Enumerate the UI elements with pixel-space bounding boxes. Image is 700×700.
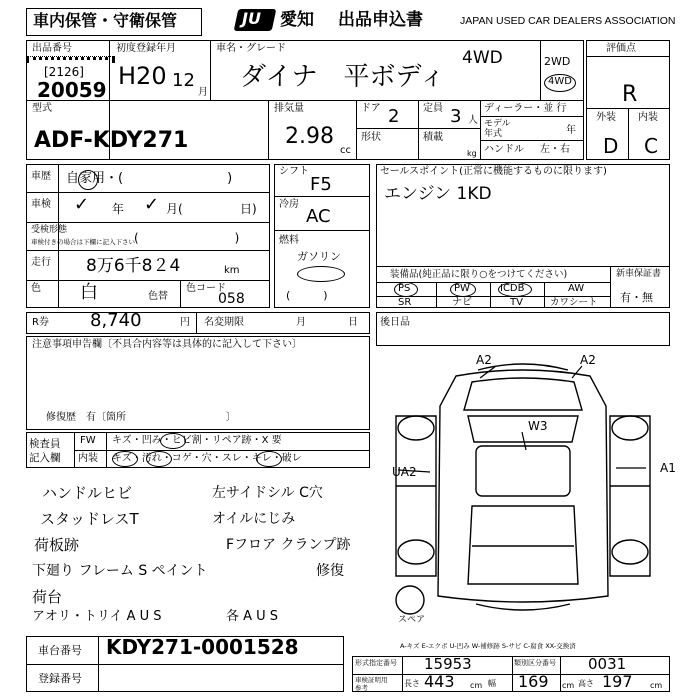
note-line-4: 下廻り フレーム S ペイント xyxy=(32,563,208,579)
newcar-value: 有・無 xyxy=(620,291,653,304)
width-label: 幅 xyxy=(488,679,496,688)
mark-ua2: UA2 xyxy=(392,465,417,479)
doors-label: ドア xyxy=(361,103,381,114)
len-unit: cm xyxy=(470,681,483,690)
repair-label: 修復歴 有〔箇所 〕 xyxy=(46,412,236,423)
disp-unit: cc xyxy=(340,145,351,156)
lot-label: 出品番号 xyxy=(32,43,72,54)
note-line-2: スタッドレスT xyxy=(40,510,139,528)
year-unit: 年 xyxy=(566,125,576,136)
mileage-value: 8万6千8２4 xyxy=(86,256,181,276)
drive-2wd: 2WD xyxy=(544,55,571,68)
wheel-fl xyxy=(398,416,434,440)
lot-number: 20059 xyxy=(37,78,107,102)
equip-navi: ナビ xyxy=(452,297,472,308)
ac-value: AC xyxy=(306,206,331,227)
int-insp-label: 内装 xyxy=(78,453,98,464)
equip-leather: カワシート xyxy=(550,297,598,308)
inspector-label: 検査員 記入欄 xyxy=(29,438,61,464)
selling-value: エンジン 1KD xyxy=(384,184,492,204)
reg-month-unit: 月 xyxy=(198,87,208,98)
note-line-11: 各 A U S xyxy=(226,609,279,624)
color-code-value: 058 xyxy=(218,291,245,307)
hist-circle xyxy=(78,170,98,190)
disp-value: 2.98 xyxy=(285,124,334,149)
inspect-day: 日) xyxy=(240,202,257,216)
grade-label: 評価点 xyxy=(606,43,636,54)
recv-sub: 車検付きの場合は下欄に記入下さい xyxy=(31,238,135,246)
doc-title: 出品申込書 xyxy=(338,10,423,30)
wheel-rr xyxy=(612,540,648,564)
fw-label: FW xyxy=(80,435,96,446)
handle-opts: 左・右 xyxy=(540,144,570,155)
reg-year: H20 xyxy=(118,62,167,90)
recv-paren: ( ) xyxy=(134,231,240,245)
association-name: JAPAN USED CAR DEALERS ASSOCIATION xyxy=(460,15,676,27)
inspect-month: 月( xyxy=(166,202,183,216)
equip-tv: TV xyxy=(510,297,523,308)
drive-4wd: 4WD xyxy=(548,76,572,87)
disp-label: 排気量 xyxy=(274,103,304,114)
cap-label: 定員 xyxy=(423,103,443,114)
mark-a2-right: A2 xyxy=(580,353,596,367)
rear-bumper xyxy=(476,604,570,610)
shape-label: 形状 xyxy=(361,132,381,143)
inspect-year-mark: ✓ xyxy=(74,194,90,215)
equip-icdb-circle xyxy=(498,282,532,297)
height-label: 高さ xyxy=(578,679,594,688)
rear-items-frame xyxy=(376,312,670,346)
equip-ps: PS xyxy=(398,283,411,294)
selling-label: セールスポイント(正常に機能するものに限ります) xyxy=(380,166,607,177)
class-label: 類別区分番号 xyxy=(514,659,556,667)
int-circle-2 xyxy=(146,451,172,467)
recycle-value: 8,740 xyxy=(90,310,142,331)
equip-pw: PW xyxy=(454,283,470,294)
fuel-label: 燃料 xyxy=(279,235,299,246)
color-value: 白 xyxy=(80,282,98,303)
cert-label: 車検証明用 参考 xyxy=(355,676,388,692)
len-label: 長さ xyxy=(404,679,420,688)
len-value: 443 xyxy=(424,672,455,691)
ext-value: D xyxy=(603,134,619,158)
mileage-unit: km xyxy=(224,265,240,276)
int-circle-1 xyxy=(112,451,138,467)
recycle-unit: 円 xyxy=(180,317,190,328)
note-line-10: 修復 xyxy=(316,563,344,579)
cap-value: 3 xyxy=(450,106,462,127)
chassis-label: 車台番号 xyxy=(38,644,82,657)
damage-legend: A-キズ E-エクボ U-凹み W-補修跡 S-サビ C-腐食 XX-交換済 xyxy=(400,642,576,650)
recv-label: 受検形態 xyxy=(31,225,68,235)
inspect-label: 車検 xyxy=(31,199,51,210)
wheel-rl xyxy=(398,540,434,564)
cap-unit: 人 xyxy=(468,115,478,126)
reg-label: 初度登録年月 xyxy=(116,43,176,54)
car-name: ダイナ 平ボディ xyxy=(240,62,446,92)
ac-label: 冷房 xyxy=(279,199,299,210)
width-value: 169 xyxy=(518,672,549,691)
wheel-fr xyxy=(612,416,648,440)
note-line-7: 左サイドシル C穴 xyxy=(212,485,323,501)
height-value: 197 xyxy=(602,672,633,691)
note-line-8: オイルにじみ xyxy=(212,511,296,527)
equip-label: 装備品(純正品に限り○をつけてください) xyxy=(390,269,568,280)
mark-a2-left: A2 xyxy=(476,353,492,367)
equip-icdb: ICDB xyxy=(500,283,525,294)
equip-sr: SR xyxy=(398,297,412,308)
equip-pw-circle xyxy=(450,282,476,297)
rear-deck xyxy=(468,506,578,584)
name-label: 車名・グレード xyxy=(216,43,286,54)
model-year-label: モデル 年式 xyxy=(484,119,511,139)
lot-bracket: [2126] xyxy=(44,65,84,79)
load-unit: kg xyxy=(467,149,477,158)
handle-label: ハンドル xyxy=(484,144,524,155)
name-chg-month: 月 xyxy=(296,317,306,328)
shift-label: シフト xyxy=(279,166,309,177)
dealer-label: ディーラー・並 行 xyxy=(484,103,567,114)
int-label: 内装 xyxy=(638,112,658,123)
model-value: ADF-KDY271 xyxy=(34,128,189,153)
equip-ps-circle xyxy=(394,282,418,297)
mark-a1: A1 xyxy=(660,461,676,475)
grade-value: R xyxy=(622,82,638,107)
int-value: C xyxy=(644,134,658,158)
newcar-label: 新車保証書 xyxy=(616,269,662,279)
int-items: キズ・汚れ・コゲ・穴・スレ・キレ・破レ xyxy=(112,453,302,464)
class-value: 0031 xyxy=(588,655,627,673)
rear-label: 後日品 xyxy=(380,317,410,328)
mileage-label: 走行 xyxy=(31,257,51,268)
note-line-3: 荷板跡 xyxy=(34,536,80,554)
inspect-month-mark: ✓ xyxy=(144,194,160,215)
spare-tire xyxy=(396,586,424,614)
fw-items: キズ・凹み・ヒビ割・リペア跡・X 要 xyxy=(112,435,282,446)
fuel-sub: ( ) xyxy=(286,289,328,302)
color-chg-label: 色替 xyxy=(148,291,168,302)
note-line-9: Fフロア クランプ跡 xyxy=(226,537,351,553)
ju-logo-text: JU xyxy=(242,9,261,28)
fuel-value: ガソリン xyxy=(297,250,341,263)
ext-label: 外装 xyxy=(596,112,616,123)
name-chg-day: 日 xyxy=(348,317,358,328)
width-unit: cm xyxy=(562,681,575,690)
mark-w3: W3 xyxy=(528,419,548,433)
shift-value: F5 xyxy=(310,174,332,195)
load-label: 積載 xyxy=(423,132,443,143)
height-unit: cm xyxy=(650,681,663,690)
car-damage-diagram xyxy=(376,346,670,636)
fw-circle xyxy=(160,433,186,449)
recycle-label: R券 xyxy=(32,317,49,328)
doors-value: 2 xyxy=(388,106,400,127)
hist-value: 自家用・( ) xyxy=(66,171,233,186)
chassis-value: KDY271-0001528 xyxy=(106,635,299,659)
spare-label: スペア xyxy=(398,615,426,625)
reg-no-label: 登録番号 xyxy=(38,672,82,685)
auth-value: 15953 xyxy=(424,655,472,673)
color-code-label: 色コード xyxy=(186,283,226,294)
note-line-1: ハンドルヒビ xyxy=(42,484,133,502)
notes-label: 注意事項申告欄〔不具合内容等は具体的に記入して下さい〕 xyxy=(32,339,302,350)
reg-month: 12 xyxy=(172,70,195,91)
hood xyxy=(464,378,582,410)
recycle-frame xyxy=(26,312,370,334)
color-label: 色 xyxy=(31,283,41,294)
roof xyxy=(476,446,570,496)
fuel-circle xyxy=(297,266,345,282)
note-line-5: 荷台 xyxy=(32,588,63,606)
auth-label: 形式指定番号 xyxy=(355,659,397,667)
drive-handwritten: 4WD xyxy=(462,48,503,68)
body-outline xyxy=(438,370,608,602)
org-name: 愛知 xyxy=(280,10,314,30)
int-circle-3 xyxy=(256,451,282,467)
model-label: 型式 xyxy=(32,103,52,114)
equip-aw: AW xyxy=(568,283,585,294)
storage-text: 車内保管・守衛保管 xyxy=(33,11,178,30)
name-chg-label: 名変期限 xyxy=(204,317,244,328)
inspect-year: 年 xyxy=(112,202,125,216)
hist-label: 車歴 xyxy=(31,171,51,182)
note-line-6: アオリ・トリイ A U S xyxy=(32,609,162,624)
